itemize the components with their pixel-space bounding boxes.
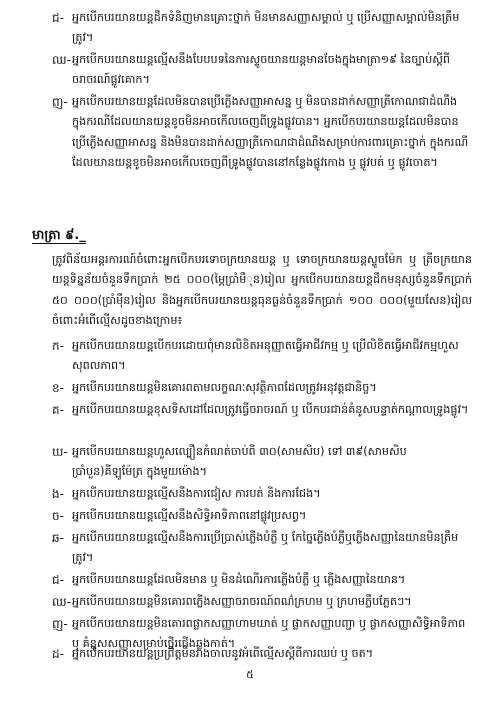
item-text: អ្នកបើកបរយានយន្តដែលមិនមាន ឬ មិនដំណើរការភ្លើងបំភ្លឺ ឬ ភ្លើងសញ្ញានៃយាន។ — [72, 573, 406, 586]
list-item — [52, 484, 472, 504]
item-label: ច- — [52, 509, 64, 523]
item-label: ខ- — [52, 381, 64, 395]
item-label: ឈ- — [52, 53, 71, 67]
list-item — [52, 50, 472, 91]
item-text: អ្នកបើកបរយានយន្តមិនគោរពភ្លើងសញ្ញាចរាចរណ៍ពណ៌ក្រហម ឬ ក្រហមភ្លឹបភ្លែតៗ។ — [72, 595, 412, 608]
item-label: ញ- — [52, 617, 68, 631]
item-label: ជ- — [52, 11, 64, 25]
list-item — [52, 400, 472, 420]
article-heading — [32, 226, 86, 246]
list-item — [52, 8, 472, 49]
list-item — [52, 378, 472, 398]
item-text: អ្នកបើកបរយានយន្តបើកបរដោយពុំមានលិខិតអនុញ្ញាតធ្វើអាជីវកម្ម ឬ ប្រើលិខិតធ្វើអាជីវកម្មហួសសុពលភាព។ — [72, 339, 459, 373]
item-label: ឃ- — [52, 445, 68, 459]
item-label: ញ- — [52, 95, 68, 109]
item-label: ដ- — [52, 647, 64, 661]
page-number: ៥ — [246, 668, 254, 681]
item-label: ង- — [52, 487, 64, 501]
article-heading-text: មាត្រា ៩._ — [32, 228, 86, 243]
item-text: អ្នកបើកបរយានយន្តមិនគោរពតាមលក្ខណៈសុវត្ថិភាពដែលត្រូវអនុវត្តជានិច្ច។ — [72, 381, 377, 394]
item-text: អ្នកបើកបរយានយន្តដែលមិនបានប្រើភ្លើងសញ្ញាអាសន្ន ឬ មិនបានដាក់សញ្ញាត្រីកោណជាដំណឹង ក្នុងករណីដែលយានយន្តខូចមិនអាចកើលចេញពីទ្រូងផ្លូវបាន។ អ្នកបើកបរយានយន្តដែលមិនបានប្រើភ្លើងសញ្ញាអាសន្ន និងមិនបានដាក់សញ្ញាត្រីកោណជាដំណឹងសម្រាប់ការពារគ្រោះថ្នាក់ ក្នុងករណីដែលយានយន្តខូចមិនអាចកើលចេញពីទ្រូងផ្លូវបាននៅកន្លែងផ្លូវកោង ឬ ផ្លូវបត់ ឬ ផ្លូវចោត។ — [72, 95, 469, 169]
item-text: អ្នកបើកបរយានយន្តល្មើសនឹងការជៀស ការបត់ និងការជែង។ — [72, 487, 321, 500]
item-label: ឈ- — [52, 595, 71, 609]
item-label: ជ- — [52, 573, 64, 587]
list-item — [52, 506, 472, 526]
item-text: អ្នកបើកបរយានយន្តដឹកទំនិញមានគ្រោះថ្នាក់ មិនមានសញ្ញាសម្គាល់ ឬ ប្រើសញ្ញាសម្គាល់មិនត្រឹមត្រូវ។ — [72, 11, 460, 45]
item-label: គ- — [52, 403, 64, 417]
list-item — [52, 92, 472, 173]
item-text: អ្នកបើកបរយានយន្តខុសទិសដៅដែលត្រូវធ្វើចរាចរណ៍ ឬ បើកបរជាន់គំនូសបន្ទាត់កណ្តាលទ្រូងផ្លូវ។ — [72, 403, 469, 416]
item-text: អ្នកបើកបរយានយន្តមិនគោរពផ្លាកសញ្ញាហាមឃាត់ ឬ ផ្លាកសញ្ញាបញ្ជា ឬ ផ្លាកសញ្ញាសិទ្ធិអាទិភាព ឬ គំនូសសញ្ញាសម្រាប់ថ្មើរជើងឆ្លងកាត់។ — [72, 617, 466, 651]
item-text: អ្នកបើកបរយានយន្តល្មើសនឹងបែបបទនៃការស្ទូចយានយន្តមានចែងក្នុងមាត្រា១៩ នៃច្បាប់ស្តីពីចរាចរណ៍ផ្លូវគោក។ — [72, 53, 450, 87]
list-item — [52, 570, 472, 590]
item-text: អ្នកបើកបរយានយន្តប្រព្រឹត្តមិនរាងចាលនូវអំពើល្មើសស្តីពីការឈប់ ឬ ចត។ — [72, 647, 374, 660]
list-item — [52, 592, 472, 612]
item-label: ឆ- — [52, 531, 64, 545]
item-text: អ្នកបើកបរយានយន្តល្មើសនឹងការប្រើប្រាស់ភ្លើងបំភ្លឺ ឬ កែច្នៃភ្លើងបំភ្លឺឬភ្លើងសញ្ញានៃយានមិនត្រឹមត្រូវ។ — [72, 531, 459, 565]
list-item — [52, 336, 472, 377]
item-text: អ្នកបើកបរយានយន្តល្មើសនឹងសិទ្ធិអាទិភាពនៅផ្លូវប្រសព្វ។ — [72, 509, 307, 522]
list-item — [52, 528, 472, 569]
item-label: ក- — [52, 339, 64, 353]
article-intro: ត្រូវពិន័យអន្តរការណ៍ចំពោះអ្នកបើកបរទោចក្រយានយន្ត ឬ ទោចក្រយានយន្តស្ទូចម៉ែក ឬ ត្រីចក្រយានយន្តទិន្នន័យចំនួនទឹកប្រាក់ ២៥ ០០០(ម្ភៃប្រាំមឺុន)រៀល អ្នកបើកបរយានយន្តដឹកមនុស្សចំនួនទឹកប្រាក់ ៥០ ០០០(ប្រាំម៉ឺន)រៀល និងអ្នកបើកបរយានយន្តធុនធ្ងន់ចំនួនទឹកប្រាក់ ១០០ ០០០(មួយសែន)រៀល ចំពោះអំពើល្មើសដូចខាងក្រោម៖ — [52, 253, 472, 327]
item-text: អ្នកបើកបរយានយន្តហួសល្បឿនកំណត់ចាប់ពី ៣០(សាមសិប) ទៅ ៣៩(សាមសិបប្រាំបួន)គីឡូម៉ែត្រ ក្នុងមួយម៉ោង។ — [72, 445, 407, 479]
list-item — [52, 644, 472, 664]
list-item — [52, 442, 472, 483]
